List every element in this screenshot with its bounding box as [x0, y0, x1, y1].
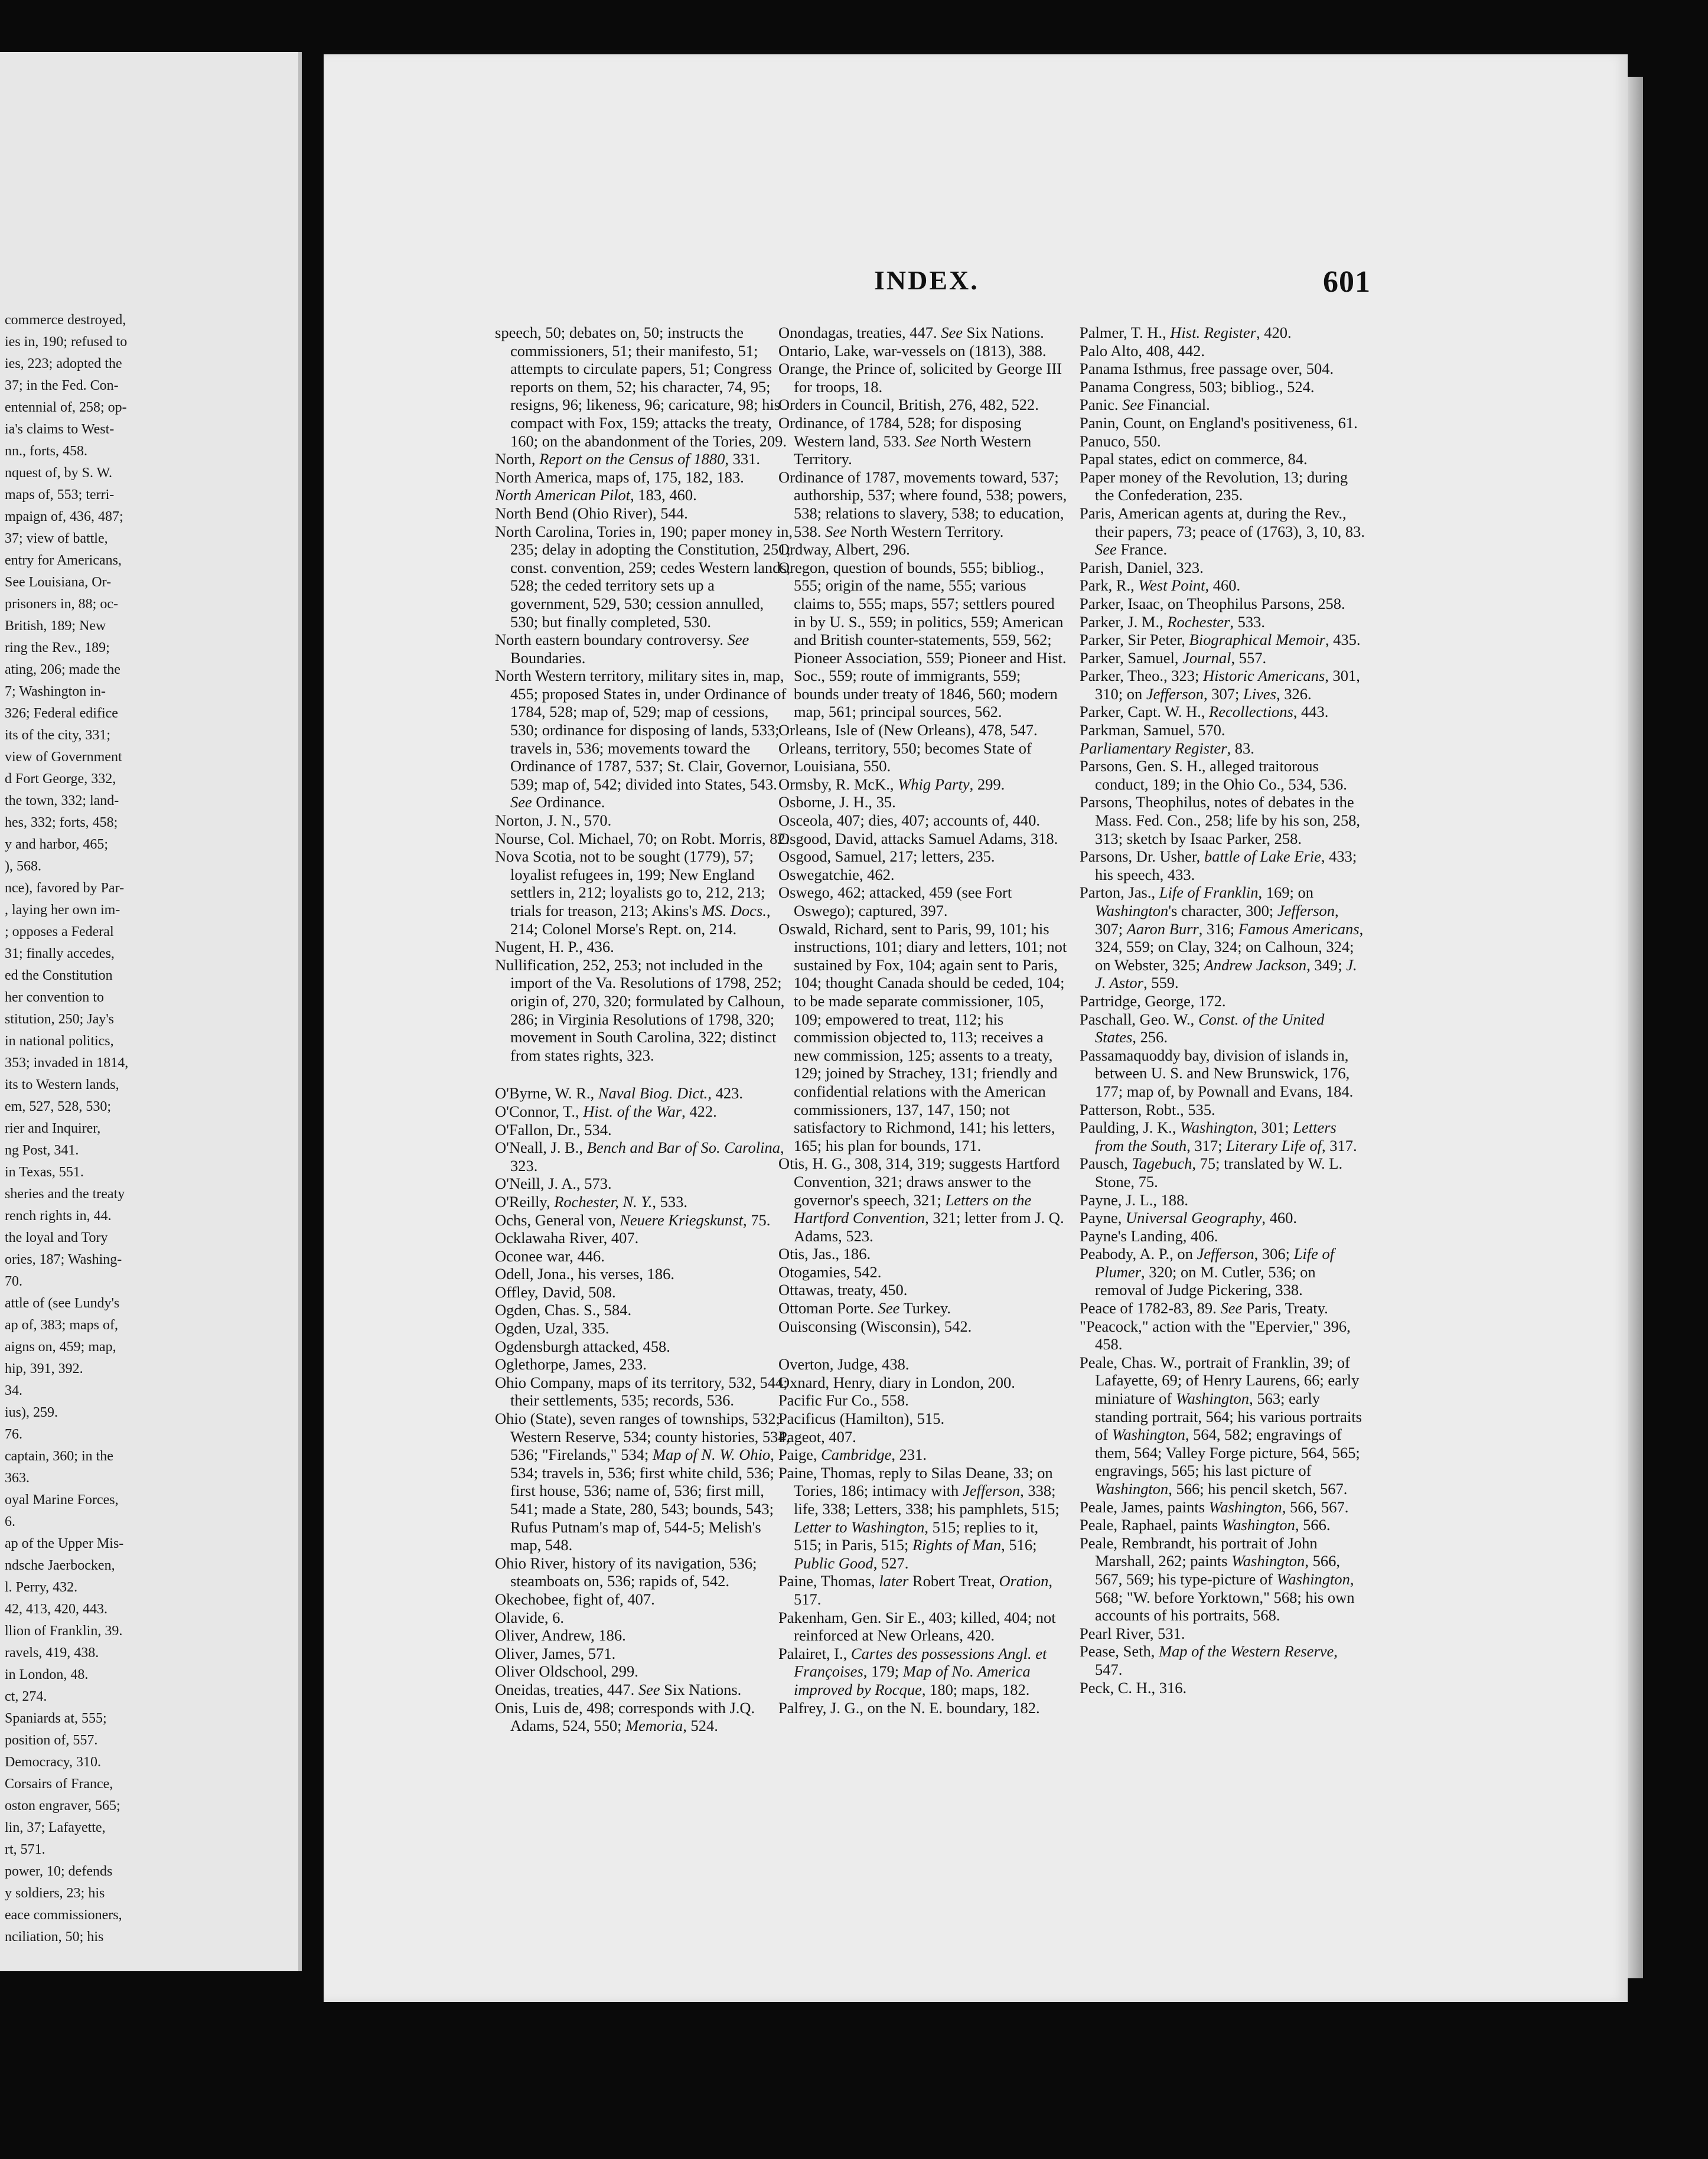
left-page-fragment: nquest of, by S. W.: [5, 465, 113, 481]
left-page-fragment: rier and Inquirer,: [5, 1121, 101, 1136]
index-entry: Osgood, Samuel, 217; letters, 235.: [778, 847, 995, 866]
index-entry: Peale, Rembrandt, his portrait of John Marshall, 262; paints Washington, 566, 567, 569; his type-picture of Washington, 568; "W. before Yorktown," 568; his own accounts of his portraits, 568.: [1080, 1534, 1355, 1625]
left-page-fragment: the loyal and Tory: [5, 1230, 108, 1245]
left-page-fragment: llion of Franklin, 39.: [5, 1623, 123, 1639]
left-page-fragment: 6.: [5, 1514, 15, 1529]
left-page-fragment: stitution, 250; Jay's: [5, 1012, 115, 1027]
index-entry: Orleans, territory, 550; becomes State of Louisiana, 550.: [778, 739, 1032, 775]
left-page-fragment: ed the Constitution: [5, 968, 113, 983]
index-entry: North Bend (Ohio River), 544.: [495, 504, 688, 522]
index-entry: Nova Scotia, not to be sought (1779), 57; loyalist refugees in, 199; New England settlers in, 212; loyalists go to, 212, 213; trials for treason, 213; Akins's MS. Docs., 214; Colonel Morse's Rept. on, 214.: [495, 847, 771, 938]
left-page-fragment: entry for Americans,: [5, 553, 122, 568]
index-entry: Oliver Oldschool, 299.: [495, 1662, 638, 1681]
index-entry: Parkman, Samuel, 570.: [1080, 721, 1225, 739]
left-page-fragment: its of the city, 331;: [5, 728, 111, 743]
index-entry: Peale, Raphael, paints Washington, 566.: [1080, 1516, 1331, 1534]
index-entry: Paige, Cambridge, 231.: [778, 1446, 927, 1464]
index-entry: Parker, Theo., 323; Historic Americans, 301, 310; on Jefferson, 307; Lives, 326.: [1080, 667, 1360, 703]
left-page-fragment: British, 189; New: [5, 618, 106, 634]
index-entry: Ordinance of 1787, movements toward, 537; authorship, 537; where found, 538; powers, 538; relations to slavery, 538; to education, 538. See North Western Territory.: [778, 468, 1067, 540]
index-entry: Panuco, 550.: [1080, 432, 1161, 450]
index-entry: O'Fallon, Dr., 534.: [495, 1120, 612, 1139]
left-page-fragment: 31; finally accedes,: [5, 946, 115, 961]
index-entry: Parish, Daniel, 323.: [1080, 558, 1204, 576]
index-entry: Parker, Sir Peter, Biographical Memoir, 435.: [1080, 631, 1361, 649]
index-entry: Panama Isthmus, free passage over, 504.: [1080, 360, 1334, 378]
index-column-3: [1080, 324, 1367, 1697]
index-entry: Overton, Judge, 438.: [778, 1355, 910, 1374]
index-entry: Otogamies, 542.: [778, 1263, 882, 1281]
index-entry: O'Connor, T., Hist. of the War, 422.: [495, 1102, 717, 1120]
left-page-fragment: l. Perry, 432.: [5, 1580, 78, 1595]
index-entry: Palairet, I., Cartes des possessions Angl. et Françoises, 179; Map of No. America improved by Rocque, 180; maps, 182.: [778, 1644, 1047, 1698]
index-entry: Pacificus (Hamilton), 515.: [778, 1410, 945, 1428]
index-entry: speech, 50; debates on, 50; instructs the commissioners, 51; their manifesto, 51; attempts to circulate papers, 51; Congress reports on them, 52; his character, 74, 95; resigns, 96; likeness, 96; caricature, 98; his compact with Fox, 159; attacks the treaty, 160; on the abandonment of the Tories, 209.: [495, 324, 787, 450]
index-entry: Payne's Landing, 406.: [1080, 1227, 1218, 1245]
index-entry: O'Neill, J. A., 573.: [495, 1175, 612, 1193]
index-entry: North America, maps of, 175, 182, 183.: [495, 468, 744, 486]
left-page-fragment: ories, 187; Washing-: [5, 1252, 122, 1267]
index-entry: Pakenham, Gen. Sir E., 403; killed, 404; not reinforced at New Orleans, 420.: [778, 1608, 1056, 1645]
left-page-fragment: mpaign of, 436, 487;: [5, 509, 123, 524]
index-entry: Oliver, Andrew, 186.: [495, 1626, 626, 1645]
index-entry: Peace of 1782-83, 89. See Paris, Treaty.: [1080, 1299, 1328, 1317]
left-page-fragment: ), 568.: [5, 859, 41, 874]
left-page-fragment: nce), favored by Par-: [5, 880, 125, 896]
left-page-fragment: 353; invaded in 1814,: [5, 1055, 129, 1071]
index-entry: Oneidas, treaties, 447. See Six Nations.: [495, 1680, 742, 1698]
index-entry: Palo Alto, 408, 442.: [1080, 341, 1205, 360]
index-entry: Nourse, Col. Michael, 70; on Robt. Morris, 82.: [495, 829, 790, 847]
index-entry: North Western territory, military sites in, map, 455; proposed States in, under Ordinance of 1784, 528; map of, 529; map of cessions, 530; ordinance for disposing of lands, 533; travels in, 536; movements toward the Ordinance of 1787, 537; St. Clair, Governor, 539; map of, 542; divided into States, 543. See Ordinance.: [495, 667, 790, 811]
index-entry: Ohio (State), seven ranges of townships, 532; Western Reserve, 534; county histories, 534, 536; "Firelands," 534; Map of N. W. Ohio, 534; travels in, 536; first white child, 536; first house, 536; name of, 536; first mill, 541; made a State, 280, 543; bounds, 543; Rufus Putnam's map of, 544-5; Melish's map, 548.: [495, 1410, 790, 1554]
index-entry: Pageot, 407.: [778, 1427, 856, 1446]
index-entry: Park, R., West Point, 460.: [1080, 576, 1241, 595]
left-page-fragment: oston engraver, 565;: [5, 1798, 120, 1814]
index-entry: North, Report on the Census of 1880, 331.: [495, 450, 761, 468]
index-entry: Peabody, A. P., on Jefferson, 306; Life of Plumer, 320; on M. Cutler, 536; on removal of Judge Pickering, 338.: [1080, 1245, 1335, 1299]
left-page-fragment: 34.: [5, 1383, 22, 1398]
index-entry: Parker, J. M., Rochester, 533.: [1080, 612, 1265, 631]
index-entry: Orange, the Prince of, solicited by George III for troops, 18.: [778, 360, 1062, 396]
index-entry: Panin, Count, on England's positiveness, 61.: [1080, 413, 1358, 432]
index-entry: Oswald, Richard, sent to Paris, 99, 101; his instructions, 101; diary and letters, 101; not sustained by Fox, 104; again sent to Paris, 104; thought Canada should be ceded, 104; to be made separate commissioner, 105, 109; empowered to treat, 112; his commission objected to, 113; receives a new commission, 125; assents to a treaty, 129; joined by Strachey, 131; friendly and confidential relations with the American commissioners, 137, 147, 150; not satisfactory to Richmond, 141; his letters, 165; his plan for bounds, 171.: [778, 919, 1067, 1154]
left-page-fragment: 42, 413, 420, 443.: [5, 1602, 107, 1617]
index-entry: Odell, Jona., his verses, 186.: [495, 1265, 674, 1283]
left-page-fragment: hip, 391, 392.: [5, 1361, 83, 1377]
index-entry: Oglethorpe, James, 233.: [495, 1355, 647, 1374]
left-page-fragment: y soldiers, 23; his: [5, 1886, 105, 1901]
index-entry: Parsons, Dr. Usher, battle of Lake Erie, 433; his speech, 433.: [1080, 847, 1357, 883]
index-entry: Ontario, Lake, war-vessels on (1813), 388.: [778, 341, 1047, 360]
left-page-fragment: ; opposes a Federal: [5, 924, 114, 940]
index-column-1: [495, 324, 795, 1735]
left-page-fragment: ap of the Upper Mis-: [5, 1536, 124, 1551]
left-page-fragment: ng Post, 341.: [5, 1143, 79, 1158]
left-page-fragment: prisoners in, 88; oc-: [5, 596, 118, 612]
left-page-fragment: y and harbor, 465;: [5, 837, 108, 852]
index-entry: Pease, Seth, Map of the Western Reserve, 547.: [1080, 1642, 1338, 1678]
index-entry: Oswego, 462; attacked, 459 (see Fort Oswego); captured, 397.: [778, 883, 1012, 919]
index-entry: Offley, David, 508.: [495, 1283, 616, 1301]
index-column-2: [778, 324, 1069, 1717]
index-entry: Oswegatchie, 462.: [778, 865, 895, 883]
index-entry: Patterson, Robt., 535.: [1080, 1100, 1215, 1118]
index-entry: Passamaquoddy bay, division of islands in, between U. S. and New Brunswick, 176, 177; map of, by Pownall and Evans, 184.: [1080, 1046, 1354, 1100]
index-entry: Peale, Chas. W., portrait of Franklin, 39; of Lafayette, 69; of Henry Laurens, 66; early miniature of Washington, 563; early standing portrait, 564; his various portraits of Washington, 564, 582; engravings of them, 564; Valley Forge picture, 564, 565; engravings, 565; his last picture of Washington, 566; his pencil sketch, 567.: [1080, 1353, 1362, 1498]
page-number: 601: [1323, 265, 1371, 299]
left-page-fragment: aigns on, 459; map,: [5, 1339, 116, 1355]
index-entry: Oxnard, Henry, diary in London, 200.: [778, 1373, 1015, 1391]
left-page-fragment: 363.: [5, 1470, 30, 1486]
index-entry: Parker, Samuel, Journal, 557.: [1080, 648, 1267, 667]
left-page-fragment: nn., forts, 458.: [5, 443, 87, 459]
index-entry: Panic. See Financial.: [1080, 396, 1210, 414]
left-page-fragment: nciliation, 50; his: [5, 1929, 104, 1945]
index-entry: Paris, American agents at, during the Rev., their papers, 73; peace of (1763), 3, 10, 83. See France.: [1080, 504, 1365, 559]
index-entry: Papal states, edict on commerce, 84.: [1080, 450, 1308, 468]
left-page-fragment: ius), 259.: [5, 1405, 58, 1420]
index-entry: O'Reilly, Rochester, N. Y., 533.: [495, 1192, 687, 1211]
left-page-fragment: 326; Federal edifice: [5, 706, 118, 721]
left-page-fragment: in national politics,: [5, 1033, 114, 1049]
index-entry: O'Neall, J. B., Bench and Bar of So. Carolina, 323.: [495, 1139, 784, 1175]
index-entry: Ouisconsing (Wisconsin), 542.: [778, 1317, 972, 1335]
left-page-fragment: 7; Washington in-: [5, 684, 106, 699]
left-page: [0, 52, 302, 1971]
index-entry: Orders in Council, British, 276, 482, 522.: [778, 396, 1039, 414]
index-entry: Paine, Thomas, later Robert Treat, Oration, 517.: [778, 1572, 1053, 1608]
index-entry: Parker, Isaac, on Theophilus Parsons, 258.: [1080, 594, 1345, 612]
left-page-fragment: rench rights in, 44.: [5, 1208, 112, 1224]
left-page-fragment: 37; in the Fed. Con-: [5, 378, 119, 393]
left-page-fragment: See Louisiana, Or-: [5, 575, 112, 590]
left-page-fragment: 76.: [5, 1427, 22, 1442]
index-entry: Ogden, Chas. S., 584.: [495, 1301, 632, 1319]
left-page-fragment: Democracy, 310.: [5, 1754, 102, 1770]
index-entry: Parliamentary Register, 83.: [1080, 739, 1254, 757]
index-entry: Nugent, H. P., 436.: [495, 938, 614, 956]
left-page-fragment: her convention to: [5, 990, 104, 1005]
left-page-fragment: in Texas, 551.: [5, 1165, 84, 1180]
index-entry: Osborne, J. H., 35.: [778, 793, 896, 811]
index-entry: North Carolina, Tories in, 190; paper money in, 235; delay in adopting the Constitution, 251; const. convention, 259; cedes Western lands, 528; the ceded territory sets up a government, 529, 530; cession annulled, 530; but finally completed, 530.: [495, 522, 793, 631]
index-entry: "Peacock," action with the "Epervier," 396, 458.: [1080, 1317, 1351, 1354]
left-page-fragment: 70.: [5, 1274, 22, 1289]
index-entry: Otis, Jas., 186.: [778, 1245, 871, 1263]
index-entry: O'Byrne, W. R., Naval Biog. Dict., 423.: [495, 1084, 743, 1103]
index-entry: Orleans, Isle of (New Orleans), 478, 547.: [778, 721, 1038, 739]
left-page-fragment: entennial of, 258; op-: [5, 400, 127, 415]
index-entry: Ochs, General von, Neuere Kriegskunst, 75.: [495, 1211, 771, 1229]
left-page-fragment: oyal Marine Forces,: [5, 1492, 119, 1508]
index-entry: Partridge, George, 172.: [1080, 992, 1226, 1010]
index-entry: Ogden, Uzal, 335.: [495, 1319, 609, 1338]
index-entry: Oconee war, 446.: [495, 1247, 605, 1265]
left-page-fragment: ndsche Jaerbocken,: [5, 1558, 115, 1573]
index-entry: Paper money of the Revolution, 13; during the Confederation, 235.: [1080, 468, 1348, 504]
index-entry: North eastern boundary controversy. See Boundaries.: [495, 631, 749, 667]
left-page-fragment: ia's claims to West-: [5, 422, 115, 437]
left-page-fragment: ring the Rev., 189;: [5, 640, 110, 655]
index-entry: Peck, C. H., 316.: [1080, 1678, 1187, 1697]
index-entry: Palmer, T. H., Hist. Register, 420.: [1080, 324, 1292, 341]
index-entry: Payne, Universal Geography, 460.: [1080, 1209, 1298, 1227]
left-page-fragment: in London, 48.: [5, 1667, 89, 1682]
left-page-fragment: ap of, 383; maps of,: [5, 1317, 118, 1333]
left-page-fragment: ating, 206; made the: [5, 662, 120, 677]
index-entry: Pearl River, 531.: [1080, 1624, 1185, 1642]
left-page-fragment: ies, 223; adopted the: [5, 356, 122, 371]
index-entry: Onondagas, treaties, 447. See Six Nations.: [778, 324, 1044, 341]
left-page-fragment: power, 10; defends: [5, 1864, 113, 1879]
index-entry: Ottawas, treaty, 450.: [778, 1281, 908, 1299]
index-entry: Ordway, Albert, 296.: [778, 540, 910, 559]
left-page-fragment: maps of, 553; terri-: [5, 487, 115, 503]
index-entry: Pausch, Tagebuch, 75; translated by W. L. Stone, 75.: [1080, 1154, 1343, 1191]
left-page-fragment: view of Government: [5, 749, 122, 765]
index-entry: Ohio River, history of its navigation, 536; steamboats on, 536; rapids of, 542.: [495, 1554, 757, 1590]
left-page-fragment: lin, 37; Lafayette,: [5, 1820, 106, 1835]
running-title: INDEX.: [874, 265, 979, 295]
index-entry: Parton, Jas., Life of Franklin, 169; on Washington's character, 300; Jefferson, 307; Aaron Burr, 316; Famous Americans, 324, 559; on Clay, 324; on Calhoun, 324; on Webster, 325; Andrew Jackson, 349; J. J. Astor, 559.: [1080, 883, 1364, 992]
index-entry: Ocklawaha River, 407.: [495, 1229, 639, 1247]
index-entry: Ohio Company, maps of its territory, 532, 544; their settlements, 535; records, 536.: [495, 1373, 788, 1410]
index-entry: Parsons, Theophilus, notes of debates in the Mass. Fed. Con., 258; life by his son, 258, 313; sketch by Isaac Parker, 258.: [1080, 793, 1361, 847]
left-page-fragment: its to Western lands,: [5, 1077, 119, 1092]
index-entry: Parker, Capt. W. H., Recollections, 443.: [1080, 703, 1329, 721]
left-page-fragment: commerce destroyed,: [5, 312, 126, 328]
index-entry: Panama Congress, 503; bibliog., 524.: [1080, 377, 1315, 396]
index-entry: Parsons, Gen. S. H., alleged traitorous conduct, 189; in the Ohio Co., 534, 536.: [1080, 757, 1347, 793]
index-entry: Ordinance, of 1784, 528; for disposing Western land, 533. See North Western Territory.: [778, 413, 1032, 468]
index-entry: Peale, James, paints Washington, 566, 567.: [1080, 1498, 1349, 1516]
left-page-fragment: em, 527, 528, 530;: [5, 1099, 111, 1114]
left-page-fragment: eace commissioners,: [5, 1907, 122, 1923]
index-entry: Ormsby, R. McK., Whig Party, 299.: [778, 775, 1005, 793]
index-entry: Olavide, 6.: [495, 1608, 565, 1626]
index-entry: Okechobee, fight of, 407.: [495, 1590, 655, 1608]
left-page-fragment: , laying her own im-: [5, 902, 120, 918]
index-entry: Oregon, question of bounds, 555; bibliog., 555; origin of the name, 555; various claims to, 555; maps, 557; settlers poured in by U. S., 559; in politics, 559; American and British counter-statements, 559, 562; Pioneer Association, 559; Pioneer and Hist. Soc., 559; route of immigrants, 559; bounds under treaty of 1846, 560; modern map, 561; principal sources, 562.: [778, 558, 1067, 721]
left-page-fragment: ies in, 190; refused to: [5, 334, 128, 350]
index-entry: Onis, Luis de, 498; corresponds with J.Q. Adams, 524, 550; Memoria, 524.: [495, 1698, 755, 1735]
index-entry: Otis, H. G., 308, 314, 319; suggests Hartford Convention, 321; draws answer to the governor's speech, 321; Letters on the Hartford Convention, 321; letter from J. Q. Adams, 523.: [778, 1154, 1064, 1245]
page-edge: [1628, 77, 1643, 1978]
index-entry: Pacific Fur Co., 558.: [778, 1391, 909, 1410]
left-page-fragment: attle of (see Lundy's: [5, 1296, 120, 1311]
left-page-fragment: rt, 571.: [5, 1842, 45, 1857]
index-entry: North American Pilot, 183, 460.: [495, 486, 697, 504]
left-page-fragment: ravels, 419, 438.: [5, 1645, 99, 1661]
index-entry: Osceola, 407; dies, 407; accounts of, 440.: [778, 811, 1041, 830]
index-entry: Oliver, James, 571.: [495, 1644, 616, 1662]
index-entry: Paine, Thomas, reply to Silas Deane, 33; on Tories, 186; intimacy with Jefferson, 338; life, 338; Letters, 338; his pamphlets, 515; Letter to Washington, 515; replies to it, 515; in Paris, 515; Rights of Man, 516; Public Good, 527.: [778, 1463, 1060, 1572]
left-page-fragment: 37; view of battle,: [5, 531, 108, 546]
left-page-fragment: the town, 332; land-: [5, 793, 119, 808]
left-page-fragment: Corsairs of France,: [5, 1776, 113, 1792]
index-entry: Ogdensburgh attacked, 458.: [495, 1337, 670, 1355]
left-page-fragment: ct, 274.: [5, 1689, 47, 1704]
index-entry: Paschall, Geo. W., Const. of the United States, 256.: [1080, 1010, 1325, 1046]
index-entry: Nullification, 252, 253; not included in the import of the Va. Resolutions of 1798, 252; origin of, 270, 320; formulated by Calhoun, 286; in Virginia Resolutions of 1798, 320; movement in South Carolina, 322; distinct from states rights, 323.: [495, 955, 785, 1064]
index-entry: Ottoman Porte. See Turkey.: [778, 1299, 951, 1317]
index-entry: Payne, J. L., 188.: [1080, 1191, 1189, 1209]
left-page-fragment: Spaniards at, 555;: [5, 1711, 107, 1726]
left-page-fragment: sheries and the treaty: [5, 1186, 125, 1202]
index-entry: Osgood, David, attacks Samuel Adams, 318.: [778, 829, 1058, 847]
left-page-fragment: position of, 557.: [5, 1733, 98, 1748]
index-entry: Palfrey, J. G., on the N. E. boundary, 182.: [778, 1698, 1040, 1717]
index-entry: Paulding, J. K., Washington, 301; Letters from the South, 317; Literary Life of, 317.: [1080, 1118, 1357, 1154]
left-page-fragment: captain, 360; in the: [5, 1449, 113, 1464]
left-page-fragment: d Fort George, 332,: [5, 771, 116, 787]
left-page-fragment: hes, 332; forts, 458;: [5, 815, 118, 830]
index-entry: Norton, J. N., 570.: [495, 811, 612, 830]
